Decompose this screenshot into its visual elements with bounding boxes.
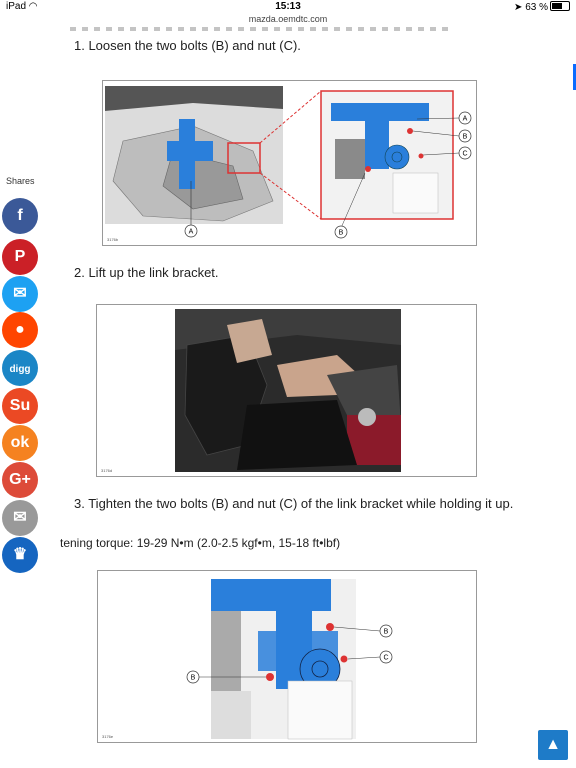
location-icon: ➤ — [514, 2, 523, 13]
figure-code: 3176e — [102, 734, 114, 739]
figure-2-photo — [97, 305, 476, 476]
twitter-icon: ✉ — [13, 285, 27, 302]
pinterest-share-button[interactable] — [2, 239, 38, 275]
twitter-share-button[interactable] — [2, 276, 38, 312]
google-plus-icon: G+ — [9, 471, 31, 488]
figure-code: 3176b — [107, 237, 119, 242]
pinterest-icon: P — [14, 248, 26, 265]
google-plus-share-button[interactable] — [2, 462, 38, 498]
figure-3-illustration — [98, 571, 476, 742]
odnoklassniki-icon: ok — [10, 434, 30, 451]
callout-b: B — [383, 628, 389, 636]
figure-1-illustration — [103, 81, 476, 245]
callout-b-left: B — [190, 674, 196, 682]
figure-1 — [102, 80, 477, 246]
email-share-button[interactable] — [2, 500, 38, 536]
shares-label: Shares — [6, 176, 35, 186]
stumbleupon-share-button[interactable] — [2, 388, 38, 424]
step-1-text: 1. Loosen the two bolts (B) and nut (C). — [74, 38, 301, 53]
facebook-share-button[interactable] — [2, 198, 38, 234]
callout-b: B — [462, 133, 468, 141]
crown-share-button[interactable] — [2, 537, 38, 573]
crown-icon: ♛ — [12, 546, 28, 563]
clipped-text — [70, 27, 450, 31]
odnoklassniki-share-button[interactable] — [2, 425, 38, 461]
wifi-icon: ◠ — [28, 1, 38, 12]
arrow-up-icon: ▲ — [545, 736, 561, 753]
reddit-icon: ● — [15, 321, 25, 338]
callout-c: C — [462, 150, 468, 158]
callout-c: C — [383, 654, 389, 662]
figure-2 — [96, 304, 477, 477]
tightening-torque-note: tening torque: 19-29 N•m (2.0-2.5 kgf•m, 15-18 ft•lbf) — [60, 536, 341, 550]
reddit-share-button[interactable] — [2, 312, 38, 348]
digg-icon: digg — [9, 364, 31, 375]
figure-3 — [97, 570, 477, 743]
status-bar — [0, 0, 576, 14]
stumbleupon-icon: Su — [9, 397, 31, 414]
figure-code: 3176d — [101, 468, 113, 473]
back-to-top-button[interactable] — [538, 730, 568, 760]
email-icon: ✉ — [13, 509, 27, 526]
step-2-text: 2. Lift up the link bracket. — [74, 265, 219, 280]
facebook-icon: f — [17, 207, 23, 224]
callout-a: A — [462, 115, 468, 123]
battery-icon — [550, 1, 570, 11]
callout-b-lower: B — [338, 229, 344, 237]
device-label: iPad ◠ — [6, 1, 38, 12]
clock: 15:13 — [275, 1, 301, 12]
step-3-text: 3. Tighten the two bolts (B) and nut (C) of the link bracket while holding it up. — [74, 496, 514, 511]
battery-status: ➤ 63 % — [514, 1, 570, 13]
url-bar[interactable]: mazda.oemdtc.com — [248, 14, 328, 24]
callout-a-lower: A — [188, 228, 194, 236]
digg-share-button[interactable] — [2, 350, 38, 386]
